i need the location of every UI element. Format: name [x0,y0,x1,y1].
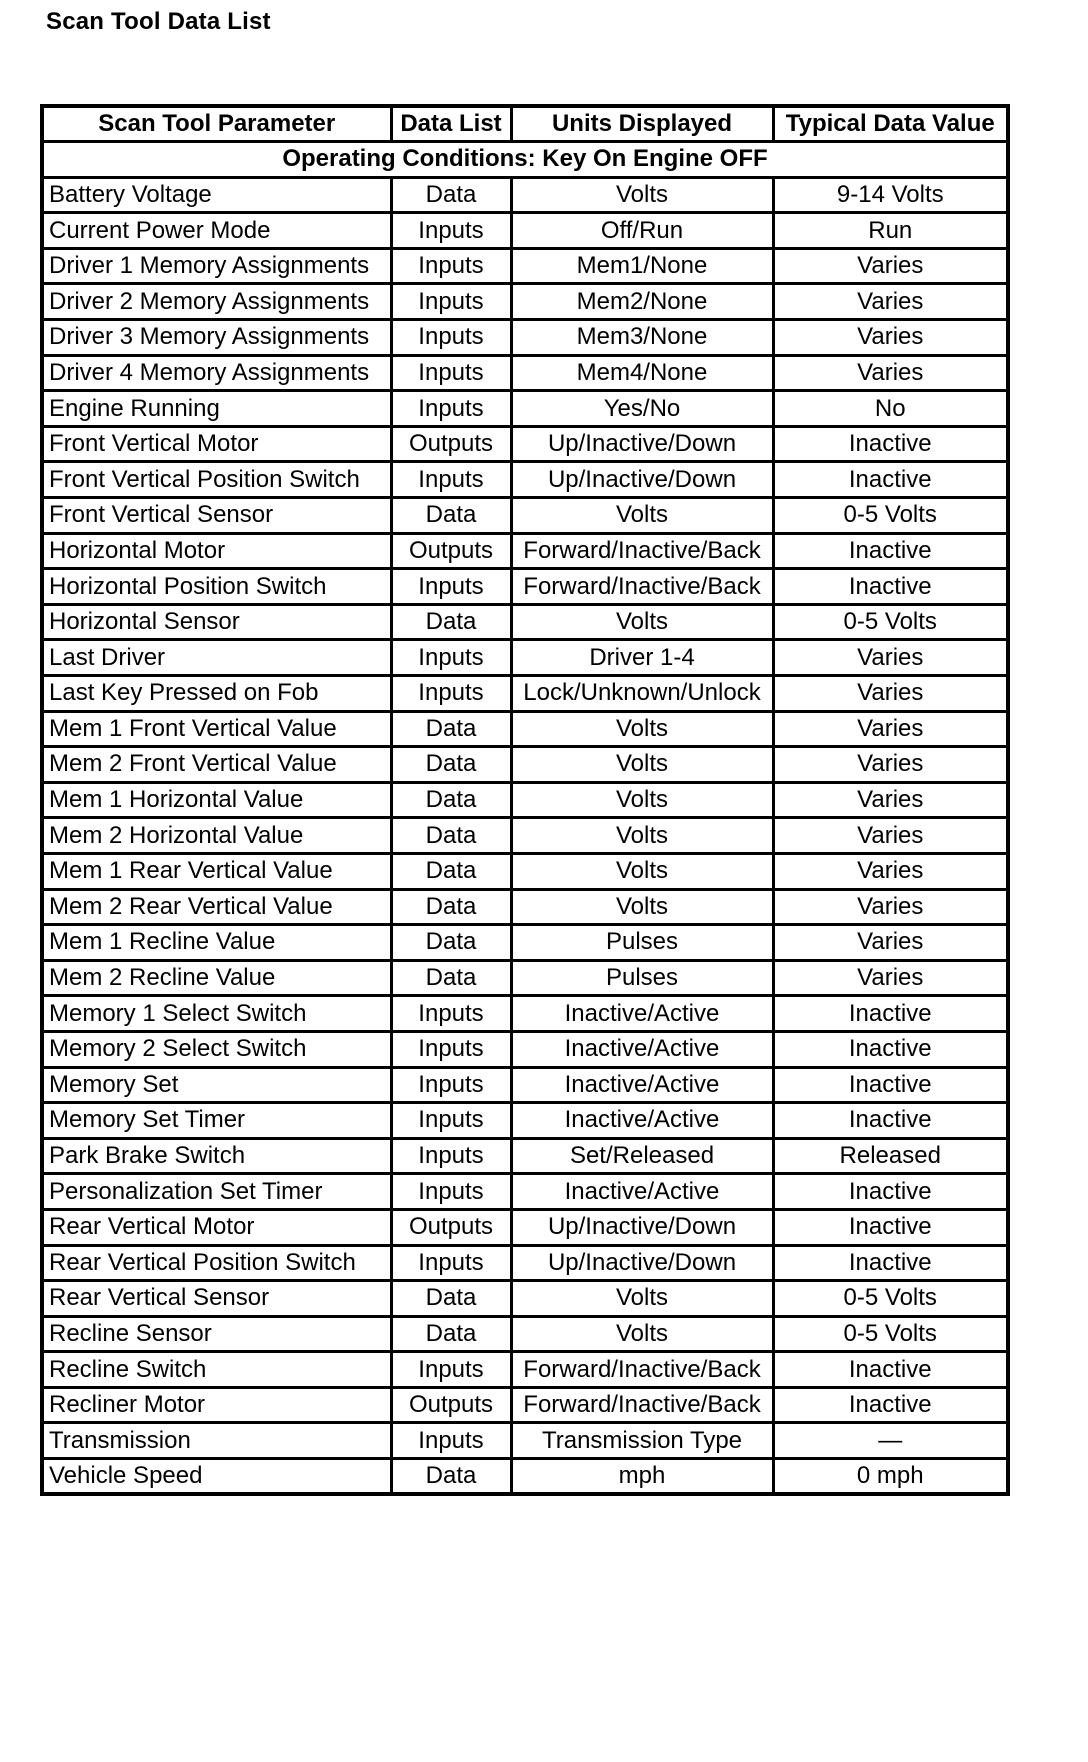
parameter-cell: Mem 2 Horizontal Value [42,818,391,854]
units-cell: Inactive/Active [511,1067,773,1103]
typical-value-cell: Inactive [773,1031,1008,1067]
typical-value-cell: Inactive [773,1209,1008,1245]
table-row [42,1138,1008,1174]
parameter-cell: Mem 1 Rear Vertical Value [42,853,391,889]
units-cell: Pulses [511,925,773,961]
data-list-cell: Outputs [391,533,511,569]
typical-value-cell: Inactive [773,1245,1008,1281]
data-list-cell: Inputs [391,1067,511,1103]
parameter-cell: Personalization Set Timer [42,1174,391,1210]
data-list-cell: Data [391,782,511,818]
units-cell: Mem1/None [511,248,773,284]
table-row [42,355,1008,391]
parameter-cell: Last Driver [42,640,391,676]
typical-value-cell: Run [773,213,1008,249]
parameter-cell: Memory 2 Select Switch [42,1031,391,1067]
parameter-cell: Driver 3 Memory Assignments [42,320,391,356]
parameter-cell: Recline Switch [42,1352,391,1388]
table-row [42,1459,1008,1495]
table-row [42,925,1008,961]
header-data-list: Data List [391,106,511,142]
table-row [42,533,1008,569]
units-cell: Up/Inactive/Down [511,426,773,462]
typical-value-cell: Varies [773,355,1008,391]
typical-value-cell: Inactive [773,1352,1008,1388]
units-cell: Volts [511,889,773,925]
data-list-cell: Inputs [391,248,511,284]
table-row [42,248,1008,284]
data-list-cell: Outputs [391,1209,511,1245]
units-cell: Inactive/Active [511,1031,773,1067]
units-cell: Volts [511,1316,773,1352]
data-list-cell: Inputs [391,284,511,320]
typical-value-cell: Inactive [773,569,1008,605]
typical-value-cell: Released [773,1138,1008,1174]
typical-value-cell: Inactive [773,462,1008,498]
data-list-cell: Inputs [391,1103,511,1139]
parameter-cell: Mem 2 Recline Value [42,960,391,996]
units-cell: Mem3/None [511,320,773,356]
typical-value-cell: Inactive [773,996,1008,1032]
units-cell: Off/Run [511,213,773,249]
typical-value-cell: Varies [773,676,1008,712]
parameter-cell: Last Key Pressed on Fob [42,676,391,712]
parameter-cell: Park Brake Switch [42,1138,391,1174]
data-list-cell: Inputs [391,1031,511,1067]
table-row [42,213,1008,249]
units-cell: Volts [511,782,773,818]
table-row [42,498,1008,534]
typical-value-cell: Inactive [773,1387,1008,1423]
page-title: Scan Tool Data List [46,8,271,35]
table-row [42,604,1008,640]
units-cell: Forward/Inactive/Back [511,1387,773,1423]
data-list-cell: Inputs [391,213,511,249]
units-cell: Up/Inactive/Down [511,462,773,498]
data-list-cell: Data [391,818,511,854]
data-list-cell: Data [391,889,511,925]
typical-value-cell: Varies [773,284,1008,320]
parameter-cell: Mem 2 Front Vertical Value [42,747,391,783]
typical-value-cell: Inactive [773,1103,1008,1139]
units-cell: Volts [511,818,773,854]
parameter-cell: Recline Sensor [42,1316,391,1352]
parameter-cell: Front Vertical Motor [42,426,391,462]
table-row [42,889,1008,925]
units-cell: Mem4/None [511,355,773,391]
table-row [42,640,1008,676]
data-list-cell: Inputs [391,640,511,676]
units-cell: Mem2/None [511,284,773,320]
units-cell: Inactive/Active [511,1103,773,1139]
parameter-cell: Recliner Motor [42,1387,391,1423]
data-list-cell: Data [391,1281,511,1317]
data-list-cell: Data [391,1316,511,1352]
data-list-cell: Inputs [391,355,511,391]
data-list-cell: Inputs [391,996,511,1032]
units-cell: Yes/No [511,391,773,427]
table-row [42,1209,1008,1245]
typical-value-cell: Varies [773,640,1008,676]
typical-value-cell: Varies [773,747,1008,783]
units-cell: Inactive/Active [511,1174,773,1210]
typical-value-cell: Varies [773,853,1008,889]
parameter-cell: Transmission [42,1423,391,1459]
units-cell: Volts [511,604,773,640]
parameter-cell: Current Power Mode [42,213,391,249]
table-row [42,426,1008,462]
table-row [42,747,1008,783]
table-row [42,1387,1008,1423]
units-cell: mph [511,1459,773,1495]
units-cell: Forward/Inactive/Back [511,569,773,605]
data-list-cell: Inputs [391,1174,511,1210]
data-list-cell: Data [391,498,511,534]
units-cell: Volts [511,1281,773,1317]
table-row [42,1423,1008,1459]
parameter-cell: Front Vertical Sensor [42,498,391,534]
table-row [42,711,1008,747]
parameter-cell: Memory Set Timer [42,1103,391,1139]
section-operating-conditions: Operating Conditions: Key On Engine OFF [42,142,1008,178]
header-scan-tool-parameter: Scan Tool Parameter [42,106,391,142]
parameter-cell: Driver 2 Memory Assignments [42,284,391,320]
table-row [42,1067,1008,1103]
typical-value-cell: 0-5 Volts [773,1316,1008,1352]
data-list-cell: Data [391,177,511,213]
typical-value-cell: Varies [773,925,1008,961]
parameter-cell: Rear Vertical Motor [42,1209,391,1245]
data-list-cell: Outputs [391,1387,511,1423]
table-row [42,177,1008,213]
table-row [42,818,1008,854]
units-cell: Volts [511,853,773,889]
parameter-cell: Horizontal Position Switch [42,569,391,605]
parameter-cell: Vehicle Speed [42,1459,391,1495]
parameter-cell: Rear Vertical Position Switch [42,1245,391,1281]
table-row [42,1281,1008,1317]
table-row [42,1245,1008,1281]
table-body [42,177,1008,1494]
parameter-cell: Driver 4 Memory Assignments [42,355,391,391]
parameter-cell: Engine Running [42,391,391,427]
table-row [42,1103,1008,1139]
scan-tool-data-table [40,104,1010,1496]
typical-value-cell: 0-5 Volts [773,604,1008,640]
typical-value-cell: Varies [773,248,1008,284]
data-list-cell: Inputs [391,391,511,427]
data-list-cell: Inputs [391,1138,511,1174]
typical-value-cell: Inactive [773,1174,1008,1210]
typical-value-cell: Inactive [773,426,1008,462]
units-cell: Set/Released [511,1138,773,1174]
typical-value-cell: Varies [773,711,1008,747]
table-row [42,782,1008,818]
typical-value-cell: 0-5 Volts [773,1281,1008,1317]
parameter-cell: Memory 1 Select Switch [42,996,391,1032]
units-cell: Volts [511,498,773,534]
units-cell: Forward/Inactive/Back [511,1352,773,1388]
parameter-cell: Mem 1 Front Vertical Value [42,711,391,747]
table-row [42,569,1008,605]
data-list-cell: Data [391,604,511,640]
typical-value-cell: — [773,1423,1008,1459]
typical-value-cell: Inactive [773,1067,1008,1103]
table-row [42,320,1008,356]
parameter-cell: Driver 1 Memory Assignments [42,248,391,284]
table-row [42,960,1008,996]
typical-value-cell: Varies [773,960,1008,996]
header-units-displayed: Units Displayed [511,106,773,142]
parameter-cell: Mem 2 Rear Vertical Value [42,889,391,925]
typical-value-cell: Varies [773,889,1008,925]
data-list-cell: Data [391,853,511,889]
typical-value-cell: 9-14 Volts [773,177,1008,213]
header-typical-data-value: Typical Data Value [773,106,1008,142]
units-cell: Up/Inactive/Down [511,1209,773,1245]
data-list-cell: Data [391,960,511,996]
table-row [42,1174,1008,1210]
typical-value-cell: Inactive [773,533,1008,569]
parameter-cell: Mem 1 Recline Value [42,925,391,961]
table-row [42,676,1008,712]
typical-value-cell: Varies [773,782,1008,818]
data-list-cell: Data [391,711,511,747]
section-row [42,142,1008,178]
units-cell: Volts [511,711,773,747]
parameter-cell: Memory Set [42,1067,391,1103]
data-list-cell: Data [391,747,511,783]
data-list-cell: Inputs [391,1245,511,1281]
units-cell: Up/Inactive/Down [511,1245,773,1281]
data-list-cell: Outputs [391,426,511,462]
typical-value-cell: 0-5 Volts [773,498,1008,534]
parameter-cell: Rear Vertical Sensor [42,1281,391,1317]
data-list-cell: Inputs [391,569,511,605]
parameter-cell: Horizontal Sensor [42,604,391,640]
units-cell: Volts [511,747,773,783]
data-list-cell: Inputs [391,320,511,356]
units-cell: Lock/Unknown/Unlock [511,676,773,712]
data-list-cell: Inputs [391,1352,511,1388]
table-row [42,1316,1008,1352]
units-cell: Transmission Type [511,1423,773,1459]
typical-value-cell: Varies [773,320,1008,356]
parameter-cell: Front Vertical Position Switch [42,462,391,498]
data-list-cell: Inputs [391,462,511,498]
header-row [42,106,1008,142]
parameter-cell: Mem 1 Horizontal Value [42,782,391,818]
data-list-cell: Data [391,1459,511,1495]
units-cell: Pulses [511,960,773,996]
parameter-cell: Battery Voltage [42,177,391,213]
table-row [42,284,1008,320]
typical-value-cell: Varies [773,818,1008,854]
table-row [42,1031,1008,1067]
parameter-cell: Horizontal Motor [42,533,391,569]
units-cell: Forward/Inactive/Back [511,533,773,569]
units-cell: Inactive/Active [511,996,773,1032]
typical-value-cell: 0 mph [773,1459,1008,1495]
typical-value-cell: No [773,391,1008,427]
table-row [42,1352,1008,1388]
table-row [42,391,1008,427]
table-row [42,996,1008,1032]
data-list-cell: Data [391,925,511,961]
table-row [42,462,1008,498]
table-row [42,853,1008,889]
data-list-cell: Inputs [391,1423,511,1459]
data-list-cell: Inputs [391,676,511,712]
units-cell: Volts [511,177,773,213]
units-cell: Driver 1-4 [511,640,773,676]
